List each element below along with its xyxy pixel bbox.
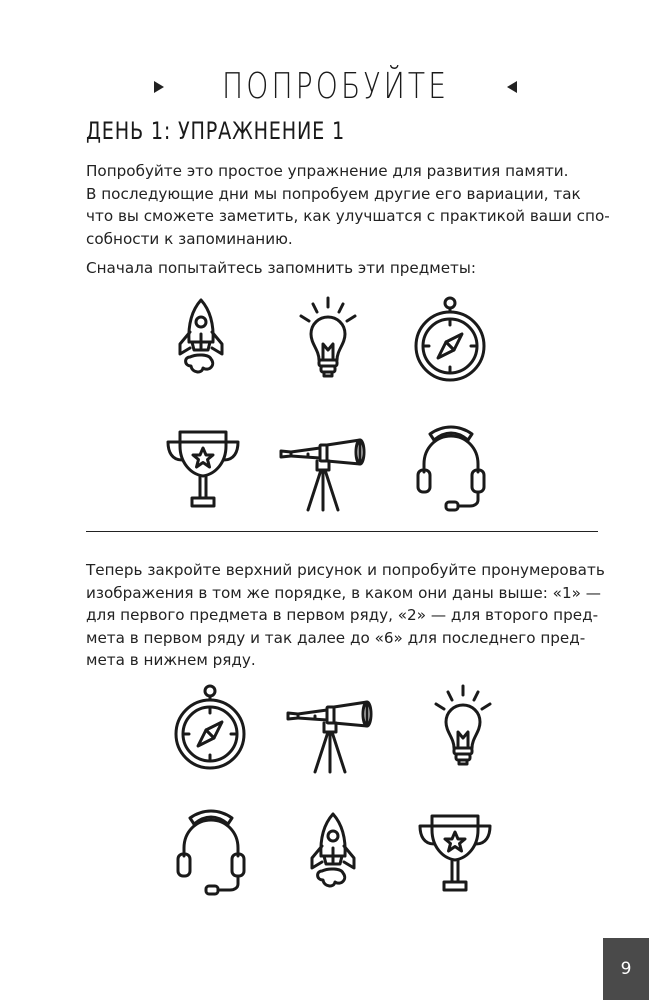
intro-line: В последующие дни мы попробуем другие его вариации, так <box>86 184 581 203</box>
lightbulb-icon <box>418 682 508 772</box>
intro-line: собности к запоминанию. <box>86 229 293 248</box>
triangle-left-icon <box>507 81 517 93</box>
compass-icon <box>165 682 255 772</box>
page-title: ПОПРОБУЙТЕ <box>221 66 450 107</box>
rocket-icon <box>156 294 246 384</box>
intro-line: Попробуйте это простое упражнение для развития памяти. <box>86 162 569 180</box>
memorize-line: Сначала попытайтесь запомнить эти предметы: <box>86 259 476 277</box>
page-title-row <box>0 66 671 107</box>
telescope-icon <box>285 686 375 776</box>
rocket-icon <box>288 808 378 898</box>
intro-paragraph <box>86 160 610 250</box>
section-subtitle: ДЕНЬ 1: УПРАЖНЕНИЕ 1 <box>86 117 345 145</box>
intro-line: что вы сможете заметить, как улучшатся с практикой ваши спо- <box>86 207 610 225</box>
recall-line: мета в нижнем ряду. <box>86 651 256 669</box>
trophy-icon <box>410 808 500 898</box>
divider <box>86 531 598 532</box>
headset-icon <box>406 424 496 514</box>
trophy-icon <box>158 424 248 514</box>
recall-line: изображения в том же порядке, в каком они даны выше: «1» — <box>86 583 601 602</box>
triangle-right-icon <box>154 81 164 93</box>
compass-icon <box>405 294 495 384</box>
telescope-icon <box>278 424 368 514</box>
recall-paragraph <box>86 559 605 672</box>
recall-line: Теперь закройте верхний рисунок и попробуйте пронумеровать <box>86 561 605 579</box>
recall-line: для первого предмета в первом ряду, «2» — для второго пред- <box>86 606 599 624</box>
recall-line: мета в первом ряду и так далее до «6» для последнего пред- <box>86 628 586 647</box>
headset-icon <box>166 808 256 898</box>
page-number: 9 <box>603 938 649 1000</box>
lightbulb-icon <box>283 294 373 384</box>
memorize-prompt <box>86 257 598 280</box>
